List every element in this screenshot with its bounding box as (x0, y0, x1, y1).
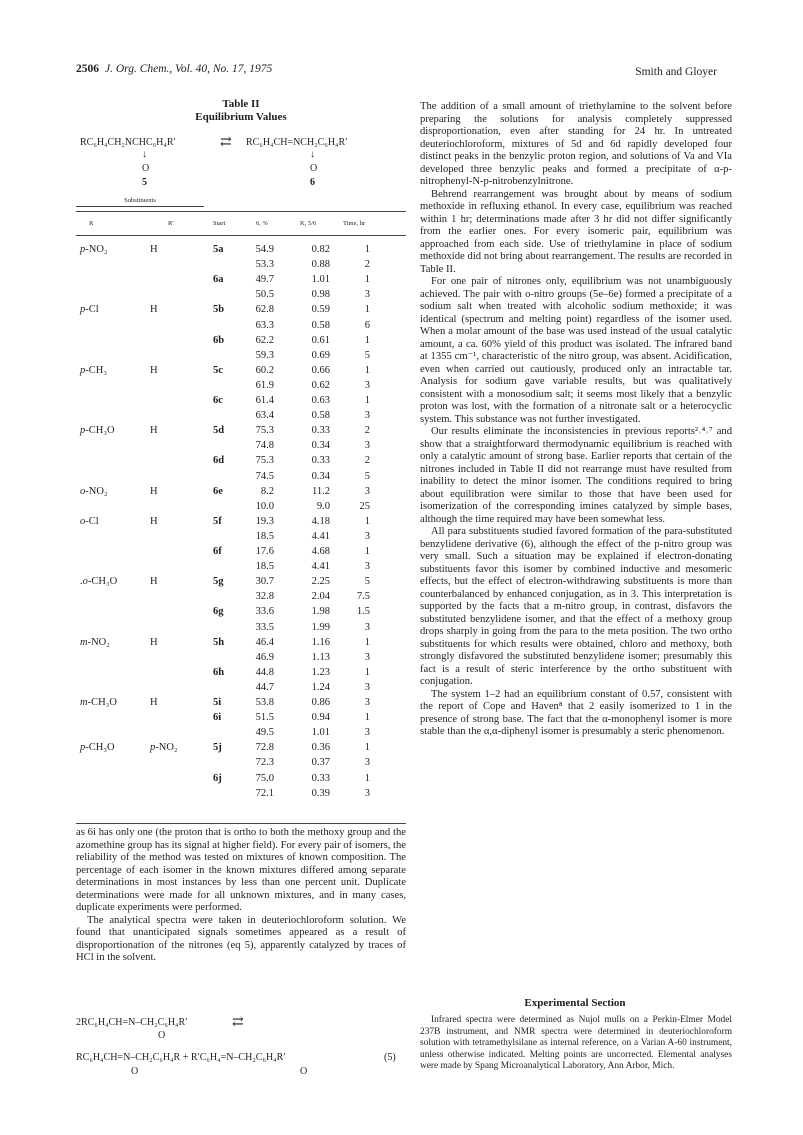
cell-time: 1 (364, 334, 370, 346)
cell-start: 5j (213, 742, 222, 754)
compound-number-6: 6 (310, 177, 315, 188)
cell-start: 6e (213, 485, 223, 497)
table-top-rule (76, 211, 406, 212)
cell-k: 1.13 (311, 651, 330, 663)
cell-k: 2.04 (311, 591, 330, 603)
right-paragraph: The system 1–2 had an equilibrium constant of 0.57, consistent with the report of Cope and Haven⁸ that 2 easily isomerized to 1 in the presence of strong base. The fact that the α-monophenyl isomer is more stable than the α,α-diphenyl isomer is presumably a steric phenomenon. (420, 688, 732, 737)
cell-k: 0.39 (311, 787, 330, 799)
right-paragraph: The addition of a small amount of triethylamine to the solvent before preparing the solutions for analysis completely suppressed disproportionation, even after standing for 24 hr. In untreated deuteriochloroform, mixtures of 5d and 6d rapidly developed four distinct peaks in the benzylic proton region, and solutions of Va and VIa developed three benzylic peaks and formed a precipitate of α-p-nitrophenyl-N-p-nitrobenzylnitrone. (420, 101, 732, 187)
cell-start: 5a (213, 244, 224, 255)
cell-k: 0.34 (311, 470, 330, 482)
author-header: Smith and Gloyer (635, 66, 717, 78)
cell-k: 0.98 (311, 289, 330, 301)
cell-percent: 72.8 (255, 742, 274, 754)
cell-k: 0.69 (311, 349, 330, 361)
col-header-r: R (89, 220, 94, 227)
cell-k: 0.33 (311, 425, 330, 437)
cell-percent: 8.2 (260, 485, 274, 497)
cell-start: 6d (213, 455, 225, 467)
cell-percent: 49.5 (255, 727, 274, 739)
cell-time: 1 (364, 274, 370, 286)
cell-time: 3 (364, 561, 370, 573)
cell-start: 6c (213, 395, 223, 406)
cell-r-prime: H (150, 244, 158, 255)
cell-k: 4.18 (311, 515, 330, 527)
cell-percent: 10.0 (255, 500, 274, 512)
cell-start: 6b (213, 334, 225, 346)
cell-r: o-Cl (80, 515, 99, 527)
cell-time: 1 (364, 712, 370, 724)
scheme-right-formula: RC₆H₄CH=NCH₂C₆H₄R′ (246, 137, 348, 148)
cell-k: 1.98 (311, 606, 330, 618)
cell-k: 1.23 (311, 666, 330, 678)
left-paragraph: as 6i has only one (the proton that is ortho to both the methoxy group and the azomethine group has its signal at higher field). For every pair of isomers, the reliability of the method was tested on mixtures of known composition. The percentage of each isomer in the known mixtures differed among separate determinations in most instances by less than one percent unit. Duplicate determinations were made for all unknown mixtures, and in many cases, duplicate experiments were performed. (76, 827, 406, 913)
cell-percent: 53.8 (255, 697, 274, 708)
cell-time: 1 (364, 395, 370, 406)
cell-start: 6g (213, 606, 224, 618)
equation-number: (5) (384, 1052, 396, 1063)
cell-r-prime: p-NO₂ (150, 742, 178, 754)
equation-oxygen: O (131, 1066, 139, 1077)
cell-percent: 60.2 (255, 364, 274, 376)
cell-r-prime: H (150, 576, 158, 588)
cell-percent: 75.3 (255, 455, 274, 467)
cell-time: 3 (364, 440, 370, 452)
cell-k: 0.88 (311, 259, 330, 271)
experimental-heading: Experimental Section (524, 997, 626, 1009)
cell-percent: 30.7 (255, 576, 274, 588)
equation-line-1: 2RC₆H₄CH=N–CH₂C₆H₄R′ (76, 1017, 188, 1028)
cell-k: 11.2 (312, 485, 330, 497)
cell-time: 1 (364, 666, 370, 678)
cell-time: 7.5 (356, 591, 370, 603)
journal-citation: J. Org. Chem., Vol. 40, No. 17, 1975 (105, 63, 273, 75)
cell-percent: 50.5 (255, 289, 274, 301)
right-paragraph: All para substituents studied favored formation of the para-substituted benzylidene derivative (6), although the effect of the p-nitro group was very small. Such a situation may be explained if electron-donating substituents favor this isomer by combined inductive and mesomeric effects, but the effect of electron-withdrawing substituents is more than counterbalanced by enhanced conjugation, as in 3. This interpretation is supported by the facts that a m-nitro group, in contrast, disfavors the substituted benzylidene isomer, and that the effect of a methoxy group drops sharply in going from the para to the meta position. The two ortho substituents for which results were obtained, chloro and methoxy, both strongly disfavored the substituted benzylidene isomer; presumably this fact is a result of steric interference by the ortho substituent with conjugation. (420, 526, 732, 687)
cell-time: 3 (364, 289, 370, 301)
cell-time: 3 (364, 651, 370, 663)
cell-r: .o-CH₃O (80, 576, 118, 588)
cell-percent: 44.8 (255, 666, 274, 678)
cell-time: 5 (364, 349, 370, 361)
cell-percent: 63.4 (255, 410, 274, 422)
cell-k: 0.36 (311, 742, 330, 754)
cell-time: 1 (364, 742, 370, 754)
cell-r-prime: H (150, 636, 158, 648)
cell-time: 2 (364, 259, 370, 271)
left-paragraph: The analytical spectra were taken in deuteriochloroform solution. We found that unanticipated signals sometimes appeared as a result of disproportionation of the nitrones (eq 5), apparently catalyzed by traces of HCl in the solvent. (76, 914, 406, 963)
cell-k: 1.16 (311, 636, 330, 648)
cell-r-prime: H (150, 364, 158, 376)
cell-time: 3 (364, 485, 370, 497)
cell-time: 5 (364, 470, 370, 482)
equation-arrow-icon: ⇄ (232, 1015, 244, 1030)
cell-percent: 72.3 (255, 757, 274, 769)
equilibrium-scheme (76, 137, 406, 192)
cell-time: 2 (364, 425, 370, 437)
cell-k: 1.01 (311, 274, 330, 286)
cell-k: 4.41 (311, 561, 330, 573)
cell-time: 1 (364, 636, 370, 648)
cell-start: 5d (213, 425, 225, 437)
cell-time: 25 (359, 500, 370, 512)
cell-k: 0.34 (311, 440, 330, 452)
cell-percent: 44.7 (255, 681, 274, 693)
cell-start: 6j (213, 772, 222, 784)
cell-time: 5 (364, 576, 370, 588)
cell-r: p-Cl (80, 304, 99, 316)
cell-percent: 72.1 (255, 787, 274, 799)
cell-k: 2.25 (311, 576, 330, 588)
cell-time: 1 (364, 364, 370, 376)
right-column-text (420, 101, 732, 739)
right-paragraph: Our results eliminate the inconsistencies in previous reports²˒⁴˒⁷ and show that a straightforward thermodynamic equilibrium is reached with only a catalytic amount of strong base. Earlier reports that certain of the nitrones included in Table II did not rearrange must have resulted from inability to detect the minor isomer. The conditions required to bring about equilibration were similar to those that have been used for isomerization of the corresponding imines catalyzed by simple bases, although the time required may have been somewhat less. (420, 426, 732, 525)
cell-k: 0.33 (311, 772, 330, 784)
cell-k: 0.66 (311, 364, 330, 376)
cell-start: 6f (213, 546, 222, 557)
compound-number-5: 5 (142, 177, 147, 188)
cell-time: 3 (364, 697, 370, 708)
cell-r: p-CH₃ (80, 364, 107, 376)
cell-percent: 74.8 (255, 440, 274, 452)
cell-k: 4.68 (311, 546, 330, 557)
table-header-rule (76, 235, 406, 236)
cell-percent: 61.9 (255, 379, 274, 391)
cell-k: 0.59 (311, 304, 330, 316)
cell-start: 5h (213, 636, 225, 648)
table-bottom-rule (76, 823, 406, 824)
table-label: Table II (222, 98, 260, 110)
cell-percent: 32.8 (255, 591, 274, 603)
cell-time: 1 (364, 515, 370, 527)
cell-start: 5g (213, 576, 224, 588)
equation-line-2: RC₆H₄CH=N–CH₂C₆H₄R + R′C₆H₄=N–CH₂C₆H₄R′ (76, 1052, 286, 1063)
cell-percent: 46.4 (255, 636, 274, 648)
cell-percent: 49.7 (255, 274, 274, 286)
cell-time: 3 (364, 757, 370, 769)
cell-percent: 33.6 (255, 606, 274, 618)
cell-r: p-NO₂ (80, 244, 108, 255)
cell-percent: 19.3 (255, 515, 274, 527)
cell-k: 0.33 (311, 455, 330, 467)
cell-start: 6a (213, 274, 224, 286)
cell-percent: 46.9 (255, 651, 274, 663)
cell-time: 1 (364, 772, 370, 784)
cell-time: 1.5 (356, 606, 370, 618)
cell-k: 1.99 (311, 621, 330, 633)
cell-time: 1 (364, 304, 370, 316)
experimental-paragraph: Infrared spectra were determined as Nujol mulls on a Perkin-Elmer Model 237B instrument, and NMR spectra were determined in deuteriochloroform solution with tetramethylsilane as internal reference, on a Varian A-60 instrument, unless otherwise indicated. Melting points are uncorrected. Elemental analyses were made by Spang Microanalytical Laboratory, Ann Arbor, Mich. (420, 1015, 732, 1072)
cell-percent: 59.3 (255, 349, 274, 361)
col-header-time: Time, hr (343, 220, 366, 227)
scheme-left-oxygen: O (142, 163, 150, 174)
cell-percent: 17.6 (255, 546, 274, 557)
cell-k: 4.41 (311, 530, 330, 542)
cell-r-prime: H (150, 425, 158, 437)
cell-percent: 62.8 (255, 304, 274, 316)
cell-r: p-CH₃O (80, 425, 115, 437)
down-arrow-icon: ↓ (142, 149, 147, 160)
equilibrium-arrow-icon: ⇄ (220, 135, 232, 150)
cell-k: 9.0 (316, 500, 330, 512)
cell-start: 5f (213, 515, 222, 527)
cell-percent: 75.3 (255, 425, 274, 437)
cell-time: 3 (364, 530, 370, 542)
cell-k: 0.62 (311, 379, 330, 391)
cell-percent: 61.4 (255, 395, 274, 406)
right-paragraph: Behrend rearrangement was brought about by means of sodium methoxide in refluxing ethanol. In every case, equilibrium was reached within 1 hr; determinations made after 3 hr did not differ significantly from the earlier ones. For every isomeric pair, equilibrium was approached from each side. Use of triethylamine in place of sodium methoxide did not bring about rearrangement. The results are recorded in Table II. (420, 188, 732, 275)
cell-k: 0.94 (311, 712, 330, 724)
scheme-left-formula: RC₆H₄CH₂NCHC₆H₄R′ (80, 137, 176, 148)
cell-r-prime: H (150, 515, 158, 527)
left-column-text (76, 827, 406, 965)
running-header (76, 63, 272, 75)
cell-percent: 63.3 (255, 319, 274, 331)
cell-r: m-NO₂ (80, 636, 110, 648)
right-paragraph: For one pair of nitrones only, equilibrium was not unambiguously achieved. The pair with o-nitro groups (5e–6e) formed a precipitate of a sodium salt when treated with alcoholic sodium methoxide; it was identical (spectrum and melting point) regardless of the isomer used. When a molar amount of the base was used instead of the usual catalytic amount, a ca. 60% yield of this product was isolated. The infrared band at 1355 cm⁻¹, characteristic of the nitro group, was absent. Acidification, even when carried out cautiously, produced only an intractable tar. Analysis for sodium gave variable results, but was qualitatively consistent with a monosodium salt; it seems most likely that a benzylic proton was lost, with the formation of a nitronate salt or a heterocyclic system. This substance was not further investigated. (420, 276, 732, 425)
cell-percent: 53.3 (255, 259, 274, 271)
cell-start: 6i (213, 712, 222, 724)
cell-k: 0.58 (311, 410, 330, 422)
cell-time: 1 (364, 244, 370, 255)
cell-start: 5i (213, 697, 222, 708)
scheme-right-oxygen: O (310, 163, 318, 174)
col-header-percent: 6, % (256, 220, 268, 227)
col-header-start: Start (213, 220, 226, 227)
cell-k: 0.82 (311, 244, 330, 255)
cell-r-prime: H (150, 304, 158, 316)
table-caption: Equilibrium Values (195, 111, 287, 123)
cell-k: 1.01 (311, 727, 330, 739)
substituents-header: Substituents (76, 197, 204, 207)
cell-time: 3 (364, 621, 370, 633)
cell-k: 0.61 (311, 334, 330, 346)
cell-percent: 18.5 (255, 530, 274, 542)
down-arrow-icon: ↓ (310, 149, 315, 160)
col-header-k: K, 5/6 (300, 220, 317, 227)
cell-time: 6 (364, 319, 370, 331)
cell-time: 3 (364, 410, 370, 422)
page-number: 2506 (76, 63, 99, 75)
cell-percent: 18.5 (255, 561, 274, 573)
experimental-text-block (420, 1015, 732, 1073)
cell-start: 5c (213, 364, 223, 376)
cell-k: 0.37 (311, 757, 330, 769)
cell-percent: 62.2 (255, 334, 274, 346)
cell-time: 3 (364, 681, 370, 693)
col-header-r-prime: R′ (168, 220, 174, 227)
cell-percent: 51.5 (255, 712, 274, 724)
cell-r: o-NO₂ (80, 485, 108, 497)
cell-r: m-CH₃O (80, 697, 117, 708)
cell-start: 5b (213, 304, 225, 316)
cell-percent: 33.5 (255, 621, 274, 633)
cell-r-prime: H (150, 697, 158, 708)
cell-r: p-CH₃O (80, 742, 115, 754)
equation-oxygen: O (158, 1030, 166, 1041)
cell-r-prime: H (150, 485, 158, 497)
cell-time: 3 (364, 727, 370, 739)
cell-percent: 74.5 (255, 470, 274, 482)
cell-time: 3 (364, 787, 370, 799)
cell-k: 0.86 (311, 697, 330, 708)
cell-time: 2 (364, 455, 370, 467)
cell-start: 6h (213, 666, 225, 678)
cell-k: 1.24 (311, 681, 330, 693)
cell-k: 0.58 (311, 319, 330, 331)
cell-percent: 75.0 (255, 772, 274, 784)
cell-k: 0.63 (311, 395, 330, 406)
cell-time: 1 (364, 546, 370, 557)
equation-oxygen: O (300, 1066, 308, 1077)
cell-time: 3 (364, 379, 370, 391)
cell-percent: 54.9 (255, 244, 274, 255)
